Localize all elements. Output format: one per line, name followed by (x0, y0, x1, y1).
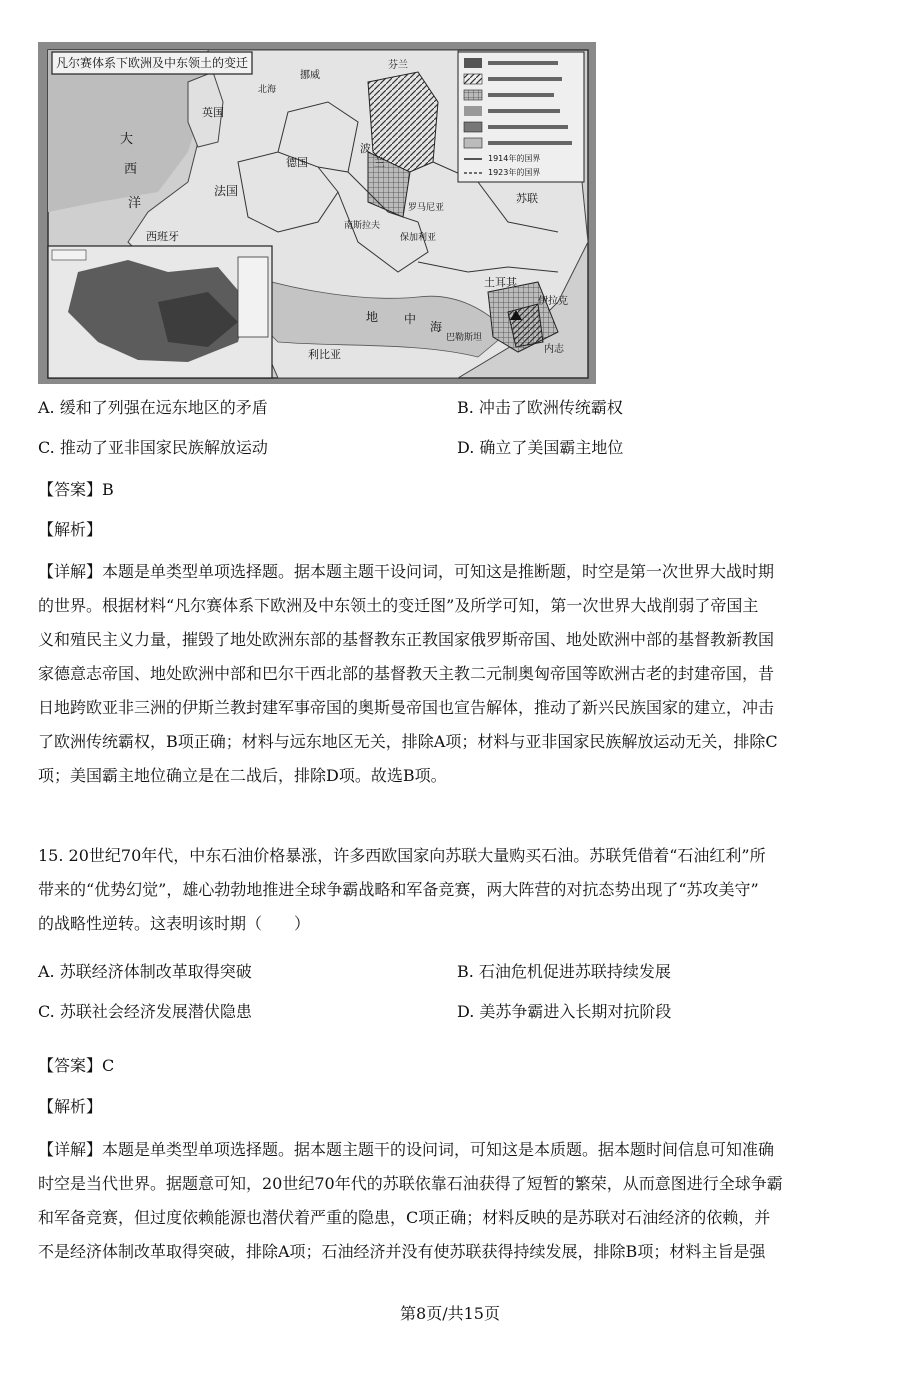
q15-option-d: D. 美苏争霸进入长期对抗阶段 (457, 1002, 672, 1021)
map-label-med-3: 海 (430, 320, 443, 334)
q14-detail (38, 555, 880, 793)
map-label-romania: 罗马尼亚 (408, 203, 445, 213)
historical-map-image (38, 42, 596, 384)
map-label-atlantic-3: 洋 (128, 196, 142, 211)
map-label-palestine: 巴勒斯坦 (446, 333, 483, 343)
q15-analysis-label: 【解析】 (38, 1097, 103, 1116)
map-label-iraq: 伊拉克 (538, 296, 568, 307)
q15-stem-line: 的战略性逆转。这表明该时期（ ） (38, 914, 311, 933)
map-label-spain: 西班牙 (146, 230, 179, 243)
q14-option-b: B. 冲击了欧洲传统霸权 (457, 398, 623, 417)
q14-detail-line: 项；美国霸主地位确立是在二战后，排除D项。故选B项。 (38, 766, 447, 785)
map-label-med-1: 地 (366, 310, 379, 324)
map-label-uk: 英国 (202, 106, 224, 119)
q14-detail-line: 了欧洲传统霸权，B项正确；材料与远东地区无关，排除A项；材料与亚非国家民族解放运动无关，排除C (38, 732, 778, 751)
q15-detail (38, 1133, 880, 1269)
q14-detail-line: 的世界。根据材料“凡尔赛体系下欧洲及中东领土的变迁图”及所学可知，第一次世界大战削弱了帝国主 (38, 596, 759, 615)
map-label-yugoslavia: 南斯拉夫 (344, 221, 381, 231)
map-label-poland-1: 波 (360, 142, 371, 155)
q15-option-a: A. 苏联经济体制改革取得突破 (38, 962, 252, 981)
map-label-libya: 利比亚 (308, 348, 341, 361)
q15-stem (38, 839, 880, 941)
map-label-bulgaria: 保加利亚 (400, 233, 437, 243)
map-label-poland-2: 兰 (374, 156, 385, 169)
map-label-med-2: 中 (404, 312, 417, 326)
q15-detail-line: 时空是当代世界。据题意可知，20世纪70年代的苏联依靠石油获得了短暂的繁荣，从而意图进行全球争霸 (38, 1174, 783, 1193)
q15-stem-line: 带来的“优势幻觉”，雄心勃勃地推进全球争霸战略和军备竞赛，两大阵营的对抗态势出现了“苏攻美守” (38, 880, 759, 899)
q15-option-c: C. 苏联社会经济发展潜伏隐患 (38, 1002, 252, 1021)
map-label-nejd: 内志 (544, 344, 564, 355)
q15-detail-line: 和军备竞赛，但过度依赖能源也潜伏着严重的隐患，C项正确；材料反映的是苏联对石油经济的依赖，并 (38, 1208, 771, 1227)
europe-middle-east-map (38, 42, 596, 384)
map-title: 凡尔赛体系下欧洲及中东领土的变迁 (56, 56, 249, 70)
q14-option-a: A. 缓和了列强在远东地区的矛盾 (38, 398, 268, 417)
q14-detail-line: 义和殖民主义力量，摧毁了地处欧洲东部的基督教东正教国家俄罗斯帝国、地处欧洲中部的基督教新教国 (38, 630, 775, 649)
q14-detail-line: 家德意志帝国、地处欧洲中部和巴尔干西北部的基督教天主教二元制奥匈帝国等欧洲古老的封建帝国，昔 (38, 664, 775, 683)
map-label-france: 法国 (214, 184, 239, 198)
q15-detail-line: 【详解】本题是单类型单项选择题。据本题主题干的设问词，可知这是本质题。据本题时间信息可知准确 (38, 1140, 775, 1159)
map-label-atlantic-1: 大 (120, 132, 134, 147)
map-legend-1923: 1923年的国界 (488, 168, 541, 177)
q15-detail-line: 不是经济体制改革取得突破，排除A项；石油经济并没有使苏联获得持续发展，排除B项；材料主旨是强 (38, 1242, 766, 1261)
map-legend-1914: 1914年的国界 (488, 154, 541, 163)
map-label-finland: 芬兰 (388, 60, 408, 71)
q14-option-d: D. 确立了美国霸主地位 (457, 438, 624, 457)
map-label-north-sea: 北海 (258, 85, 277, 95)
q14-answer: 【答案】B (38, 480, 114, 499)
map-label-norway: 挪威 (300, 70, 320, 81)
q14-option-c: C. 推动了亚非国家民族解放运动 (38, 438, 268, 457)
q15-stem-line: 15. 20世纪70年代，中东石油价格暴涨，许多西欧国家向苏联大量购买石油。苏联凭借着“石油红利”所 (38, 846, 766, 865)
q14-detail-line: 【详解】本题是单类型单项选择题。据本题主题干设问词，可知这是推断题，时空是第一次世界大战时期 (38, 562, 775, 581)
page-footer: 第8页/共15页 (400, 1304, 500, 1323)
map-label-turkey: 土耳其 (484, 276, 517, 289)
q15-answer: 【答案】C (38, 1056, 115, 1075)
map-label-ussr: 苏联 (516, 192, 538, 205)
q14-detail-line: 日地跨欧亚非三洲的伊斯兰教封建军事帝国的奥斯曼帝国也宣告解体，推动了新兴民族国家的建立，冲击 (38, 698, 775, 717)
map-label-atlantic-2: 西 (124, 162, 138, 177)
q15-option-b: B. 石油危机促进苏联持续发展 (457, 962, 671, 981)
map-label-germany: 德国 (286, 156, 308, 169)
q14-analysis-label: 【解析】 (38, 520, 103, 539)
